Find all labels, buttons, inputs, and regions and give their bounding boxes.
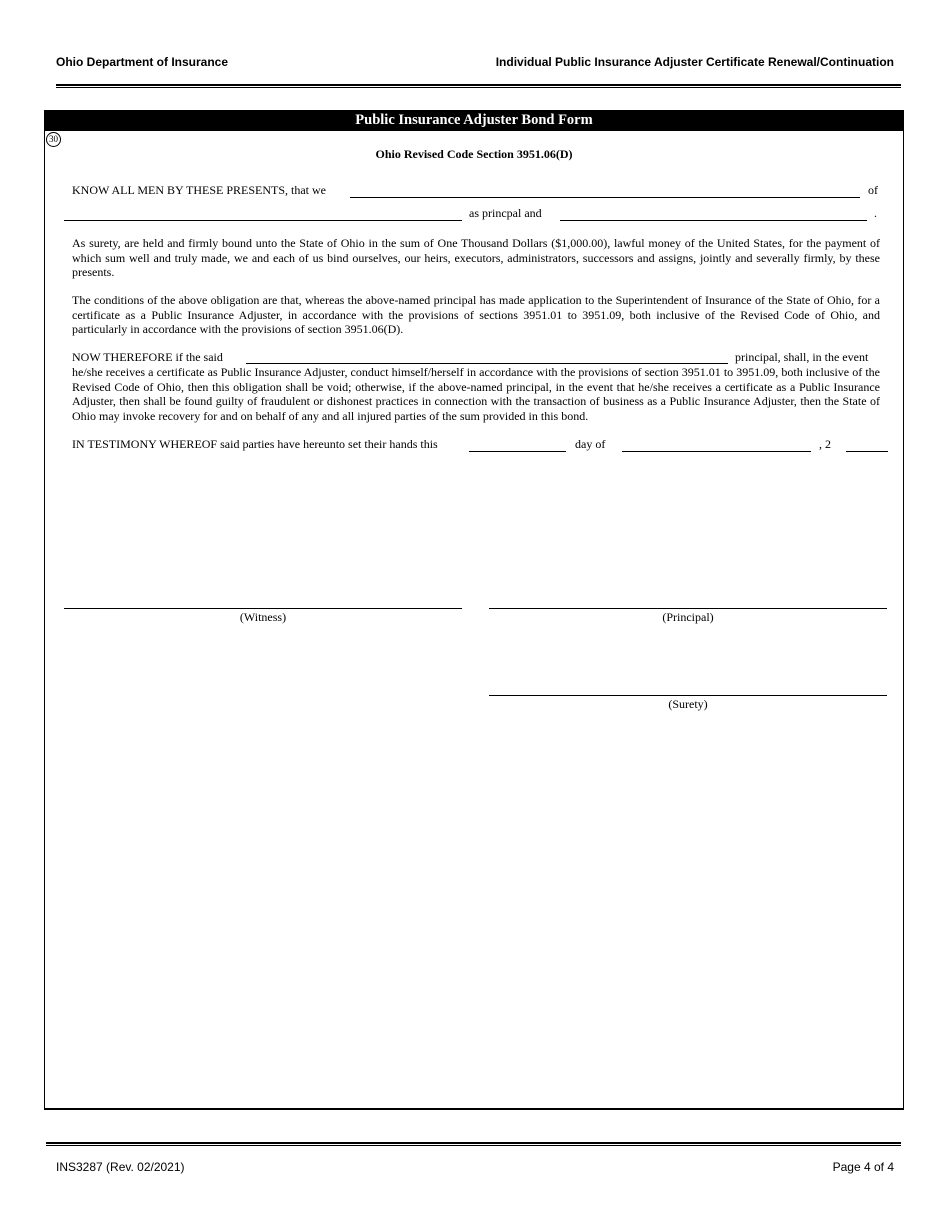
principal-address-field[interactable] [64, 220, 462, 221]
header-agency: Ohio Department of Insurance [56, 55, 229, 69]
header-divider [56, 84, 901, 88]
surety-name-field[interactable] [560, 220, 867, 221]
day-field[interactable] [469, 451, 566, 452]
month-field[interactable] [622, 451, 811, 452]
principal-label: (Principal) [662, 610, 714, 624]
now-therefore-paragraph: he/she receives a certificate as Public Insurance Adjuster, conduct himself/herself in accordance with the provisions of section 3951.01 to 3951.09, both inclusive of the Revised Code of Ohio, then this obligation shall be void; otherwise, if the above-named principal, in the event that he/she receives a certificate as a Public Insurance Adjuster, then shall be found guilty of fraudulent or dishonest practices in connection with the transaction of business as a Public Insurance Adjuster, then the State of Ohio may invoke recovery for and on behalf of any and all injured parties of the sum provided in this bond. [72, 365, 880, 423]
know-all-men-text: KNOW ALL MEN BY THESE PRESENTS, that we [72, 183, 326, 197]
footer-divider [46, 1142, 901, 1146]
principal-name-field[interactable] [350, 197, 860, 198]
header-form-title: Individual Public Insurance Adjuster Certificate Renewal/Continuation [495, 55, 894, 69]
footer-page-number: Page 4 of 4 [832, 1160, 894, 1174]
form-title-bar: Public Insurance Adjuster Bond Form [45, 110, 903, 131]
item-number-badge: 30 [46, 132, 61, 147]
code-section-subtitle: Ohio Revised Code Section 3951.06(D) [375, 147, 573, 161]
year-field[interactable] [846, 451, 888, 452]
principal-signature-line[interactable] [489, 608, 887, 609]
as-principal-and-text: as princpal and [469, 206, 542, 220]
testimony-text: IN TESTIMONY WHEREOF said parties have hereunto set their hands this [72, 437, 438, 451]
surety-signature-line[interactable] [489, 695, 887, 696]
said-principal-field[interactable] [246, 363, 728, 364]
now-therefore-lead: NOW THEREFORE if the said [72, 350, 223, 364]
surety-paragraph: As surety, are held and firmly bound unto the State of Ohio in the sum of One Thousand Dollars ($1,000.00), lawful money of the United States, for the payment of which sum well and truly made, we and each of us bind ourselves, our heirs, executors, administrators, successors and assigns, jointly and severally firmly, by these presents. [72, 236, 880, 280]
surety-label: (Surety) [668, 697, 708, 711]
witness-label: (Witness) [239, 610, 287, 624]
now-therefore-tail: principal, shall, in the event [735, 350, 869, 364]
footer-form-id: INS3287 (Rev. 02/2021) [56, 1160, 185, 1174]
day-of-text: day of [575, 437, 606, 451]
year-prefix-text: , 2 [819, 437, 831, 451]
bond-form-frame [44, 110, 904, 1110]
period-text: . [874, 206, 877, 220]
of-text: of [868, 183, 878, 197]
conditions-paragraph: The conditions of the above obligation are that, whereas the above-named principal has made application to the Superintendent of Insurance of the State of Ohio, for a certificate as a Public Insurance Adjuster, in accordance with the provisions of sections 3951.01 to 3951.09, both inclusive of the Revised Code of Ohio, and particularly in accordance with the provisions of section 3951.06(D). [72, 293, 880, 337]
witness-signature-line[interactable] [64, 608, 462, 609]
